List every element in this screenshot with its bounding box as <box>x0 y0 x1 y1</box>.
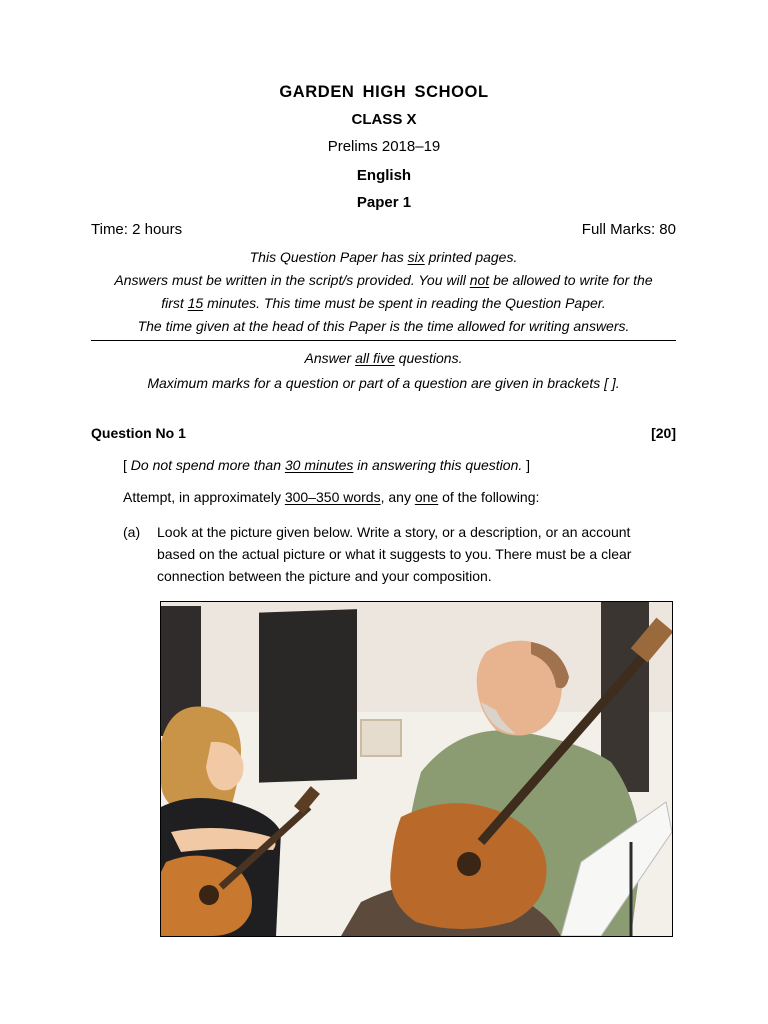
time-note: [ Do not spend more than 30 minutes in answering this question. ] <box>123 457 531 473</box>
question-marks: [20] <box>651 425 676 441</box>
option-text: Look at the picture given below. Write a story, or a description, or an account based on the actual picture or what it suggests to you. There must be a clear connection between the picture and your composition. <box>157 524 632 584</box>
full-marks: Full Marks: 80 <box>581 221 676 238</box>
instruction-line: Maximum marks for a question or part of a question are given in brackets [ ]. <box>147 375 620 391</box>
paper-label: Paper 1 <box>356 194 412 211</box>
school-name: GARDEN HIGH SCHOOL <box>279 83 489 101</box>
subject-label: English <box>356 167 412 184</box>
instruction-line: The time given at the head of this Paper is the time allowed for writing answers. <box>137 318 630 334</box>
divider-line <box>91 340 676 341</box>
class-label: CLASS X <box>351 111 417 128</box>
time-allowed: Time: 2 hours <box>91 221 183 238</box>
instruction-line: Answers must be written in the script/s provided. You will not be allowed to write for the <box>114 272 653 288</box>
guitar-lesson-photo <box>160 601 673 937</box>
instruction-line: first 15 minutes. This time must be spent in reading the Question Paper. <box>161 295 606 311</box>
option-label: (a) <box>123 524 141 540</box>
exam-label: Prelims 2018–19 <box>327 138 441 155</box>
attempt-instruction: Attempt, in approximately 300–350 words, any one of the following: <box>123 489 540 505</box>
question-title: Question No 1 <box>91 425 186 441</box>
answer-instructions <box>91 346 676 396</box>
time-marks-row <box>91 221 676 238</box>
question-heading <box>91 425 676 441</box>
instruction-line: This Question Paper has six printed pages. <box>249 249 518 265</box>
general-instructions <box>91 246 676 338</box>
instruction-line: Answer all five questions. <box>304 350 463 366</box>
